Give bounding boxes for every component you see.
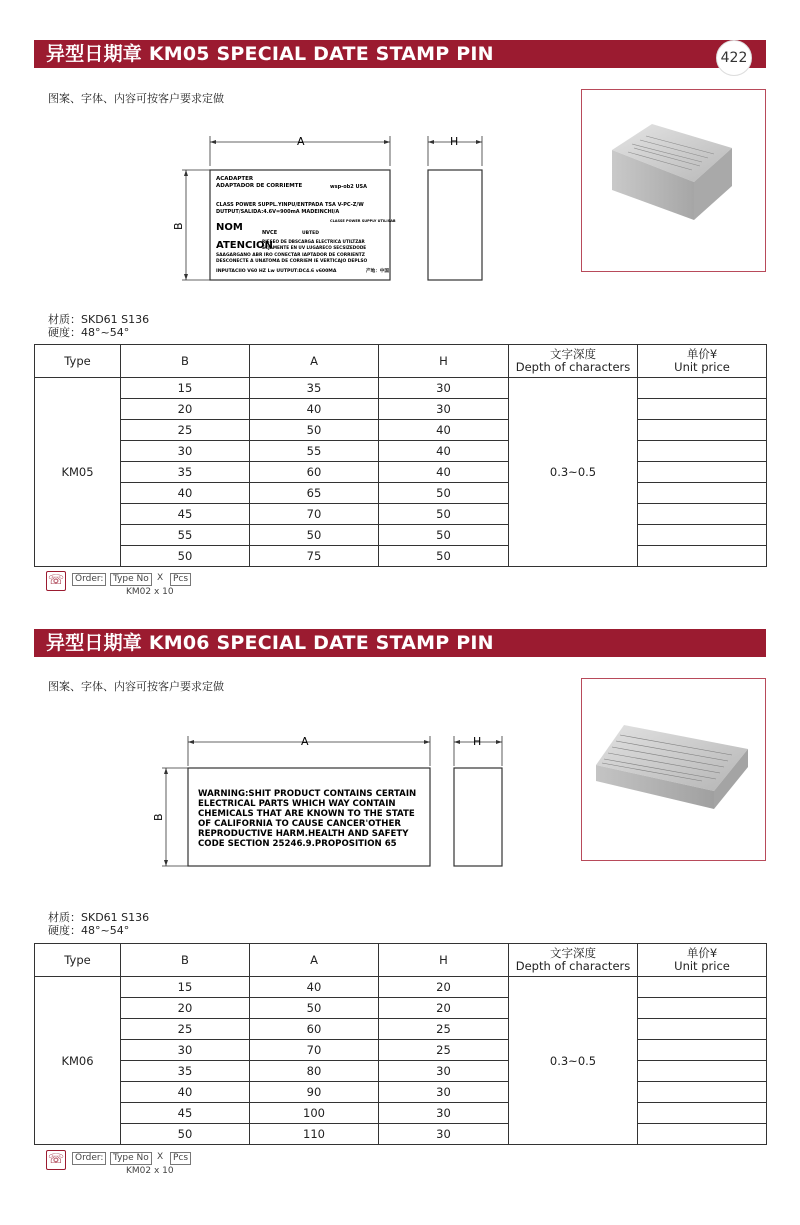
product-photo-frame [581, 89, 766, 272]
depth-cell: 0.3~0.5 [509, 977, 638, 1145]
svg-text:CODE SECTION 25246.9.PROPOSITI: CODE SECTION 25246.9.PROPOSITION 65 [198, 839, 397, 849]
svg-text:WARNING:SHIT PRODUCT CONTAINS: WARNING:SHIT PRODUCT CONTAINS CERTAIN [198, 789, 417, 799]
svg-text:NOM: NOM [216, 222, 243, 233]
dim-a-label: A [297, 135, 305, 148]
table-row: 25 60 25 [35, 1019, 767, 1040]
section-title: 异型日期章 KM05 SPECIAL DATE STAMP PIN [34, 40, 766, 68]
svg-text:SAAGARGANO ABR IRO CONECTAR IA: SAAGARGANO ABR IRO CONECTAR IAPTADOR DE CORRIENTZ [216, 253, 365, 258]
table-row: 30 70 25 [35, 1040, 767, 1061]
phone-icon: ☏ [46, 571, 66, 591]
stamp-block-image [582, 679, 765, 860]
svg-text:SCJAMENTE EN UV LUGARECO SECSI: SCJAMENTE EN UV LUGARECO SECSIZEDODE [262, 245, 367, 250]
svg-text:DUTPUT/SALIDA:4.6V=900mA MADEI: DUTPUT/SALIDA:4.6V=900mA MADEINCHI/A [216, 209, 340, 215]
table-row: 50 75 50 [35, 546, 767, 567]
stamp-block-image [582, 90, 765, 271]
svg-text:ATENCION: ATENCION [216, 240, 273, 251]
table-header-row: Type B A H 文字深度 Depth of characters 单价¥ Unit price [35, 345, 767, 378]
table-row: 45 100 30 [35, 1103, 767, 1124]
table-row: 50 110 30 [35, 1124, 767, 1145]
price-cell [638, 378, 767, 399]
svg-text:DESCONECTE A UNATOMA DE CORRIE: DESCONECTE A UNATOMA DE CORRIEM IE VERTICAJO DEPLSO [216, 259, 368, 264]
svg-text:ELECTRICAL PARTS WHICH WAY CON: ELECTRICAL PARTS WHICH WAY CONTAIN [198, 799, 396, 809]
table-row: 40 90 30 [35, 1082, 767, 1103]
svg-text:CHEMICALS THAT ARE KNOWN TO TH: CHEMICALS THAT ARE KNOWN TO THE STATE [198, 809, 415, 819]
table-row: 35 80 30 [35, 1061, 767, 1082]
svg-text:CLASS POWER SUPPL.YINPU/ENTPAD: CLASS POWER SUPPL.YINPU/ENTPADA TSA V-PC-Z/W [216, 202, 364, 208]
svg-text:ACADAPTER: ACADAPTER [216, 176, 254, 182]
page-number: 422 [716, 40, 752, 76]
dimension-drawing [150, 730, 510, 875]
table-row: 40 65 50 [35, 483, 767, 504]
order-example: ☏ Order: Type No X Pcs KM02 x 10 [46, 1150, 246, 1180]
table-header-row: Type B A H 文字深度 Depth of characters 单价¥ Unit price [35, 944, 767, 977]
material-info: 材质：SKD61 S136 硬度：48°~54° [48, 911, 150, 937]
svg-text:wsp-ob2 USA: wsp-ob2 USA [330, 184, 368, 190]
dim-h-label: H [450, 135, 459, 148]
product-photo-frame [581, 678, 766, 861]
svg-text:NVCE: NVCE [262, 230, 278, 236]
table-row: 45 70 50 [35, 504, 767, 525]
svg-text:UBTED: UBTED [302, 231, 319, 236]
dim-h-label: H [473, 735, 482, 748]
table-row: 20 50 20 [35, 998, 767, 1019]
table-row: 20 40 30 [35, 399, 767, 420]
phone-icon: ☏ [46, 1150, 66, 1170]
type-cell: KM05 [35, 378, 121, 567]
svg-text:RIESEO DE DBSCARGA ELECTRICA U: RIESEO DE DBSCARGA ELECTRICA UTILTZAR [262, 239, 365, 244]
dim-a-label: A [301, 735, 309, 748]
dimension-drawing [170, 130, 490, 295]
svg-text:OF CALIFORNIA TO CAUSE CANCER': OF CALIFORNIA TO CAUSE CANCER'OTHER [198, 819, 401, 829]
material-info: 材质：SKD61 S136 硬度：48°~54° [48, 313, 150, 339]
table-row: 30 55 40 [35, 441, 767, 462]
svg-text:INPUTACIIO V60 HZ Lw UUTPUT:D: INPUTACIIO V60 HZ Lw UUTPUT:DC4.6 v600MA [216, 269, 337, 274]
depth-cell: 0.3~0.5 [509, 378, 638, 567]
table-row: 55 50 50 [35, 525, 767, 546]
spec-table-km05 [34, 344, 767, 567]
table-row: 25 50 40 [35, 420, 767, 441]
svg-text:ADAPTADOR DE CORRIEMTE: ADAPTADOR DE CORRIEMTE [216, 183, 303, 189]
spec-table-km06 [34, 943, 767, 1145]
custom-note: 图案、字体、内容可按客户要求定做 [48, 92, 224, 105]
svg-text:产地：中国: 产地：中国 [366, 269, 389, 274]
table-row: KM05 15 35 30 0.3~0.5 [35, 378, 767, 399]
section-title: 异型日期章 KM06 SPECIAL DATE STAMP PIN [34, 629, 766, 657]
table-row: KM06 15 40 20 0.3~0.5 [35, 977, 767, 998]
svg-text:REPRODUCTIVE HARM.HEALTH AND S: REPRODUCTIVE HARM.HEALTH AND SAFETY [198, 829, 409, 839]
dim-b-label: B [172, 222, 185, 230]
price-cell [638, 977, 767, 998]
type-cell: KM06 [35, 977, 121, 1145]
order-example: ☏ Order: Type No X Pcs KM02 x 10 [46, 571, 246, 601]
table-row: 35 60 40 [35, 462, 767, 483]
custom-note: 图案、字体、内容可按客户要求定做 [48, 680, 224, 693]
dim-b-label: B [152, 813, 165, 821]
svg-text:CLASSE POWER SUPPLY UTILISAB: CLASSE POWER SUPPLY UTILISAB [330, 219, 396, 223]
